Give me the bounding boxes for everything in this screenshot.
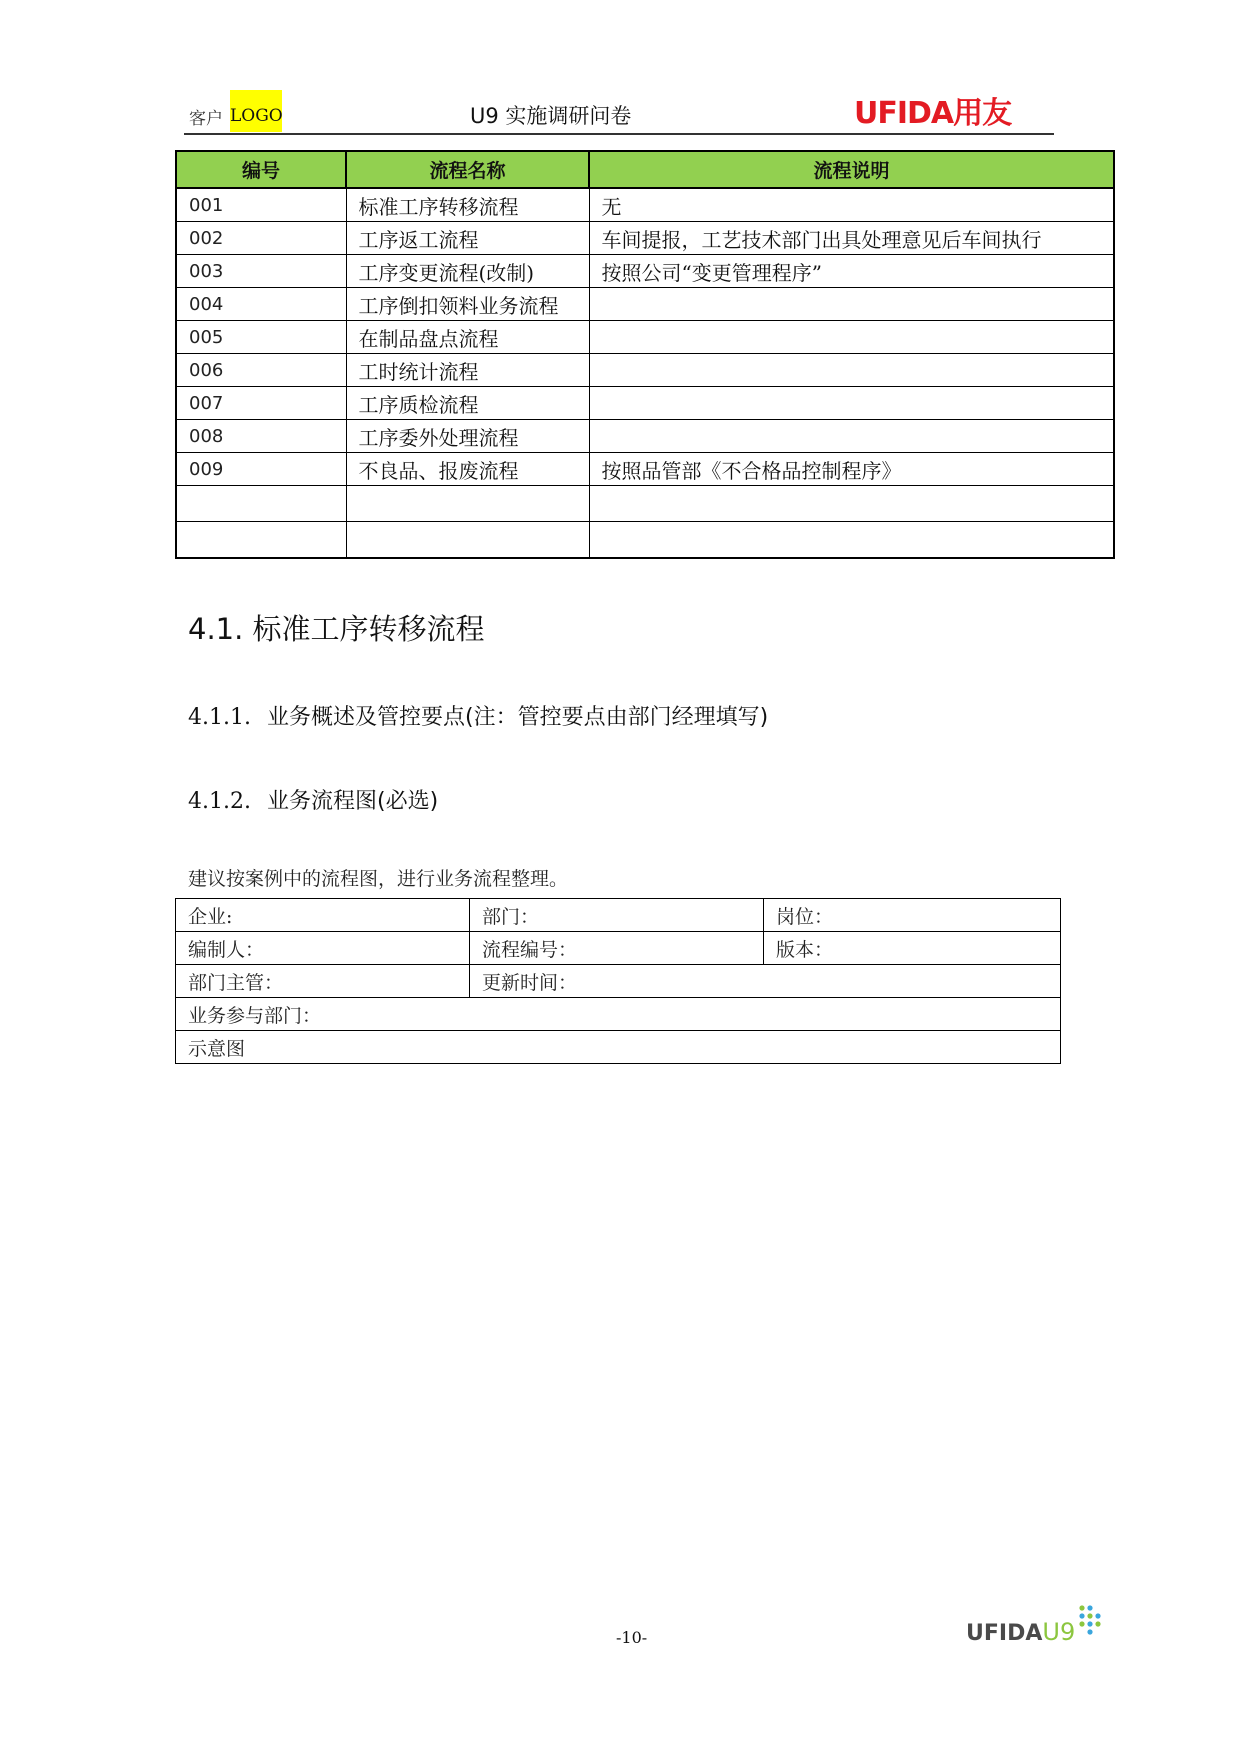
table-row-empty	[176, 486, 1114, 522]
table-row	[176, 354, 1114, 387]
ufida-u9-footer-logo	[966, 1618, 1075, 1646]
cell-process-name	[346, 522, 589, 559]
section-heading-4-1: 4.1. 标准工序转移流程	[188, 612, 485, 646]
cell-code: 008	[176, 420, 346, 453]
document-title: U9 实施调研问卷	[470, 104, 632, 128]
heading-number: 4.1.2.	[188, 789, 251, 814]
cell-code	[176, 522, 346, 559]
cell-description: 按照公司“变更管理程序”	[589, 255, 1114, 288]
diagram-field: 示意图	[176, 1031, 1061, 1064]
cell-description	[589, 354, 1114, 387]
header-process-description: 流程说明	[589, 151, 1114, 188]
cell-process-name	[346, 486, 589, 522]
u9-dots-icon	[1078, 1604, 1102, 1638]
cell-code: 002	[176, 222, 346, 255]
logo-placeholder-text: LOGO	[230, 106, 283, 126]
cell-process-name: 不良品、报废流程	[346, 453, 589, 486]
cell-process-name: 工时统计流程	[346, 354, 589, 387]
cell-code: 003	[176, 255, 346, 288]
table-row	[176, 188, 1114, 222]
header-code: 编号	[176, 151, 346, 188]
cell-code: 006	[176, 354, 346, 387]
cell-description	[589, 522, 1114, 559]
cell-code: 009	[176, 453, 346, 486]
department-field: 部门：	[470, 899, 764, 932]
position-field: 岗位：	[764, 899, 1061, 932]
heading-number: 4.1.1.	[188, 705, 251, 730]
table-row	[176, 387, 1114, 420]
participants-field: 业务参与部门：	[176, 998, 1061, 1031]
subsection-heading-4-1-2	[188, 784, 438, 815]
table-row	[176, 255, 1114, 288]
flowchart-info-table	[175, 898, 1061, 1064]
heading-text: 业务概述及管控要点(注：管控要点由部门经理填写)	[266, 705, 769, 730]
cell-description	[589, 321, 1114, 354]
update-time-field: 更新时间：	[470, 965, 1061, 998]
cell-code	[176, 486, 346, 522]
cell-process-name: 工序倒扣领料业务流程	[346, 288, 589, 321]
footer-logo-suffix: U9	[1042, 1618, 1076, 1646]
cell-description	[589, 387, 1114, 420]
cell-process-name: 工序质检流程	[346, 387, 589, 420]
process-table	[175, 150, 1115, 559]
client-label: 客户	[189, 109, 223, 129]
footer-logo-text: UFIDA	[966, 1621, 1043, 1646]
cell-process-name: 工序返工流程	[346, 222, 589, 255]
table-row	[176, 420, 1114, 453]
ufida-brand-logo: UFIDA用友	[854, 96, 1012, 131]
cell-description	[589, 288, 1114, 321]
table-row	[176, 321, 1114, 354]
cell-code: 007	[176, 387, 346, 420]
table-row	[176, 1031, 1061, 1064]
cell-description: 无	[589, 188, 1114, 222]
process-number-field: 流程编号：	[470, 932, 764, 965]
header-process-name: 流程名称	[346, 151, 589, 188]
cell-description	[589, 486, 1114, 522]
cell-process-name: 标准工序转移流程	[346, 188, 589, 222]
enterprise-field: 企业:	[176, 899, 470, 932]
cell-code: 001	[176, 188, 346, 222]
table-row	[176, 288, 1114, 321]
cell-code: 004	[176, 288, 346, 321]
cell-process-name: 在制品盘点流程	[346, 321, 589, 354]
table-row	[176, 899, 1061, 932]
table-row	[176, 965, 1061, 998]
table-row	[176, 222, 1114, 255]
page-number: -10-	[616, 1628, 648, 1647]
cell-description: 按照品管部《不合格品控制程序》	[589, 453, 1114, 486]
cell-code: 005	[176, 321, 346, 354]
table-row	[176, 998, 1061, 1031]
cell-process-name: 工序委外处理流程	[346, 420, 589, 453]
dept-head-field: 部门主管：	[176, 965, 470, 998]
table-row	[176, 453, 1114, 486]
cell-process-name: 工序变更流程(改制)	[346, 255, 589, 288]
author-field: 编制人：	[176, 932, 470, 965]
subsection-heading-4-1-1	[188, 700, 768, 731]
instruction-note: 建议按案例中的流程图，进行业务流程整理。	[188, 868, 569, 890]
heading-text: 业务流程图(必选)	[266, 789, 439, 814]
cell-description	[589, 420, 1114, 453]
cell-description: 车间提报，工艺技术部门出具处理意见后车间执行	[589, 222, 1114, 255]
process-table-header-row	[176, 151, 1114, 188]
table-row-empty	[176, 522, 1114, 559]
header-divider	[184, 133, 1054, 135]
table-row	[176, 932, 1061, 965]
version-field: 版本：	[764, 932, 1061, 965]
